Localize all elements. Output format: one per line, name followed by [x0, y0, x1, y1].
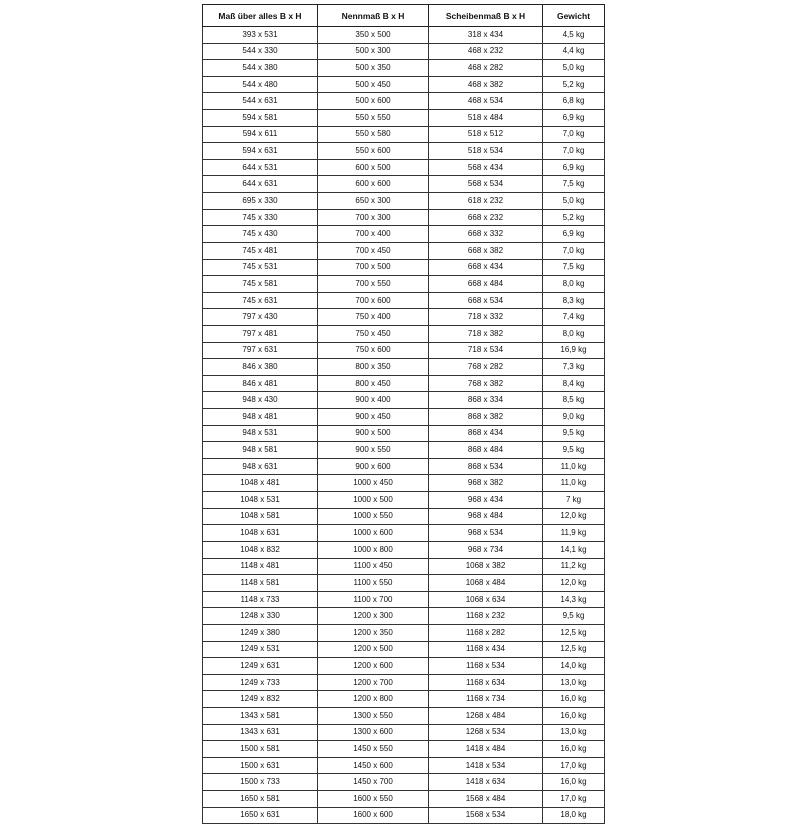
table-row — [203, 658, 605, 675]
table-row — [203, 425, 605, 442]
cell-overall-size: 644 x 531 — [203, 159, 318, 176]
cell-nominal-size: 700 x 450 — [318, 242, 429, 259]
cell-overall-size: 1343 x 581 — [203, 707, 318, 724]
cell-weight: 16,9 kg — [543, 342, 605, 359]
cell-weight: 11,2 kg — [543, 558, 605, 575]
cell-nominal-size: 800 x 450 — [318, 375, 429, 392]
table-row — [203, 27, 605, 44]
cell-glass-size: 868 x 534 — [429, 458, 543, 475]
table-row — [203, 807, 605, 824]
cell-overall-size: 1249 x 631 — [203, 658, 318, 675]
cell-nominal-size: 700 x 550 — [318, 276, 429, 293]
table-row — [203, 757, 605, 774]
cell-weight: 6,8 kg — [543, 93, 605, 110]
table-row — [203, 741, 605, 758]
cell-weight: 9,0 kg — [543, 409, 605, 426]
cell-overall-size: 948 x 430 — [203, 392, 318, 409]
cell-nominal-size: 500 x 600 — [318, 93, 429, 110]
cell-nominal-size: 700 x 300 — [318, 209, 429, 226]
dimensions-table — [202, 4, 605, 824]
table-row — [203, 575, 605, 592]
cell-overall-size: 1048 x 531 — [203, 492, 318, 509]
cell-glass-size: 718 x 332 — [429, 309, 543, 326]
cell-glass-size: 1418 x 484 — [429, 741, 543, 758]
cell-nominal-size: 700 x 400 — [318, 226, 429, 243]
cell-nominal-size: 750 x 600 — [318, 342, 429, 359]
cell-overall-size: 544 x 631 — [203, 93, 318, 110]
cell-overall-size: 1148 x 581 — [203, 575, 318, 592]
cell-glass-size: 1168 x 282 — [429, 624, 543, 641]
cell-glass-size: 968 x 534 — [429, 525, 543, 542]
cell-weight: 5,0 kg — [543, 193, 605, 210]
table-row — [203, 193, 605, 210]
cell-glass-size: 1268 x 534 — [429, 724, 543, 741]
cell-weight: 16,0 kg — [543, 707, 605, 724]
cell-glass-size: 668 x 534 — [429, 292, 543, 309]
cell-nominal-size: 1100 x 450 — [318, 558, 429, 575]
cell-nominal-size: 500 x 450 — [318, 76, 429, 93]
cell-glass-size: 1168 x 634 — [429, 674, 543, 691]
table-row — [203, 226, 605, 243]
cell-glass-size: 1068 x 634 — [429, 591, 543, 608]
cell-weight: 12,5 kg — [543, 641, 605, 658]
table-row — [203, 724, 605, 741]
cell-overall-size: 594 x 611 — [203, 126, 318, 143]
cell-overall-size: 544 x 480 — [203, 76, 318, 93]
table-row — [203, 674, 605, 691]
cell-glass-size: 468 x 282 — [429, 60, 543, 77]
cell-overall-size: 745 x 631 — [203, 292, 318, 309]
cell-glass-size: 668 x 232 — [429, 209, 543, 226]
table-row — [203, 624, 605, 641]
cell-weight: 16,0 kg — [543, 774, 605, 791]
table-row — [203, 60, 605, 77]
table-header — [203, 5, 605, 27]
cell-glass-size: 768 x 282 — [429, 359, 543, 376]
table-row — [203, 525, 605, 542]
table-row — [203, 76, 605, 93]
cell-weight: 11,0 kg — [543, 475, 605, 492]
cell-nominal-size: 900 x 600 — [318, 458, 429, 475]
table-row — [203, 242, 605, 259]
table-row — [203, 176, 605, 193]
cell-glass-size: 968 x 484 — [429, 508, 543, 525]
cell-weight: 8,0 kg — [543, 276, 605, 293]
table-row — [203, 774, 605, 791]
cell-weight: 4,5 kg — [543, 27, 605, 44]
cell-weight: 14,0 kg — [543, 658, 605, 675]
table-row — [203, 541, 605, 558]
cell-weight: 13,0 kg — [543, 724, 605, 741]
cell-overall-size: 544 x 330 — [203, 43, 318, 60]
cell-overall-size: 1148 x 481 — [203, 558, 318, 575]
cell-overall-size: 1500 x 733 — [203, 774, 318, 791]
table-row — [203, 392, 605, 409]
cell-weight: 6,9 kg — [543, 159, 605, 176]
cell-overall-size: 1048 x 631 — [203, 525, 318, 542]
cell-weight: 5,2 kg — [543, 76, 605, 93]
cell-nominal-size: 1200 x 800 — [318, 691, 429, 708]
cell-weight: 16,0 kg — [543, 691, 605, 708]
cell-nominal-size: 550 x 580 — [318, 126, 429, 143]
cell-overall-size: 393 x 531 — [203, 27, 318, 44]
cell-overall-size: 797 x 430 — [203, 309, 318, 326]
cell-weight: 7,3 kg — [543, 359, 605, 376]
cell-glass-size: 518 x 484 — [429, 110, 543, 127]
cell-weight: 17,0 kg — [543, 757, 605, 774]
cell-overall-size: 544 x 380 — [203, 60, 318, 77]
cell-glass-size: 1068 x 484 — [429, 575, 543, 592]
cell-glass-size: 1418 x 534 — [429, 757, 543, 774]
cell-overall-size: 1500 x 631 — [203, 757, 318, 774]
cell-overall-size: 1048 x 581 — [203, 508, 318, 525]
table-row — [203, 558, 605, 575]
cell-overall-size: 948 x 531 — [203, 425, 318, 442]
cell-nominal-size: 1450 x 600 — [318, 757, 429, 774]
cell-overall-size: 948 x 631 — [203, 458, 318, 475]
cell-weight: 12,0 kg — [543, 575, 605, 592]
table-row — [203, 691, 605, 708]
cell-nominal-size: 800 x 350 — [318, 359, 429, 376]
cell-overall-size: 948 x 581 — [203, 442, 318, 459]
table-row — [203, 276, 605, 293]
cell-weight: 5,0 kg — [543, 60, 605, 77]
cell-nominal-size: 900 x 550 — [318, 442, 429, 459]
cell-overall-size: 1343 x 631 — [203, 724, 318, 741]
table-row — [203, 591, 605, 608]
cell-weight: 8,5 kg — [543, 392, 605, 409]
cell-weight: 12,5 kg — [543, 624, 605, 641]
table-body — [203, 27, 605, 824]
cell-weight: 7 kg — [543, 492, 605, 509]
header-nominal-size: Nennmaß B x H — [318, 5, 429, 27]
table-row — [203, 608, 605, 625]
cell-overall-size: 1249 x 733 — [203, 674, 318, 691]
cell-weight: 11,0 kg — [543, 458, 605, 475]
cell-nominal-size: 1450 x 550 — [318, 741, 429, 758]
cell-glass-size: 668 x 434 — [429, 259, 543, 276]
cell-glass-size: 518 x 512 — [429, 126, 543, 143]
table-row — [203, 791, 605, 808]
cell-weight: 9,5 kg — [543, 442, 605, 459]
cell-glass-size: 468 x 232 — [429, 43, 543, 60]
table-row — [203, 492, 605, 509]
table-row — [203, 375, 605, 392]
table-row — [203, 259, 605, 276]
cell-weight: 13,0 kg — [543, 674, 605, 691]
cell-weight: 7,0 kg — [543, 242, 605, 259]
cell-overall-size: 1048 x 481 — [203, 475, 318, 492]
table-row — [203, 126, 605, 143]
header-weight: Gewicht — [543, 5, 605, 27]
cell-weight: 4,4 kg — [543, 43, 605, 60]
cell-weight: 8,4 kg — [543, 375, 605, 392]
table-row — [203, 359, 605, 376]
table-row — [203, 475, 605, 492]
cell-glass-size: 768 x 382 — [429, 375, 543, 392]
cell-weight: 8,0 kg — [543, 325, 605, 342]
table-row — [203, 409, 605, 426]
cell-overall-size: 1148 x 733 — [203, 591, 318, 608]
cell-glass-size: 868 x 484 — [429, 442, 543, 459]
cell-nominal-size: 1200 x 600 — [318, 658, 429, 675]
cell-nominal-size: 1200 x 500 — [318, 641, 429, 658]
table-row — [203, 309, 605, 326]
cell-glass-size: 668 x 484 — [429, 276, 543, 293]
cell-nominal-size: 600 x 500 — [318, 159, 429, 176]
cell-glass-size: 1168 x 434 — [429, 641, 543, 658]
cell-nominal-size: 750 x 450 — [318, 325, 429, 342]
cell-overall-size: 594 x 631 — [203, 143, 318, 160]
cell-overall-size: 1500 x 581 — [203, 741, 318, 758]
cell-weight: 5,2 kg — [543, 209, 605, 226]
cell-glass-size: 1068 x 382 — [429, 558, 543, 575]
cell-nominal-size: 550 x 550 — [318, 110, 429, 127]
cell-overall-size: 797 x 631 — [203, 342, 318, 359]
cell-weight: 11,9 kg — [543, 525, 605, 542]
cell-overall-size: 695 x 330 — [203, 193, 318, 210]
header-glass-size: Scheibenmaß B x H — [429, 5, 543, 27]
cell-nominal-size: 1000 x 600 — [318, 525, 429, 542]
cell-weight: 9,5 kg — [543, 425, 605, 442]
header-overall-size: Maß über alles B x H — [203, 5, 318, 27]
cell-weight: 18,0 kg — [543, 807, 605, 824]
cell-nominal-size: 1100 x 550 — [318, 575, 429, 592]
cell-glass-size: 868 x 434 — [429, 425, 543, 442]
cell-glass-size: 1568 x 534 — [429, 807, 543, 824]
cell-weight: 9,5 kg — [543, 608, 605, 625]
cell-glass-size: 468 x 382 — [429, 76, 543, 93]
table-row — [203, 342, 605, 359]
cell-glass-size: 318 x 434 — [429, 27, 543, 44]
cell-overall-size: 745 x 481 — [203, 242, 318, 259]
cell-glass-size: 968 x 734 — [429, 541, 543, 558]
cell-nominal-size: 1000 x 500 — [318, 492, 429, 509]
cell-glass-size: 718 x 534 — [429, 342, 543, 359]
cell-weight: 7,5 kg — [543, 259, 605, 276]
cell-weight: 7,0 kg — [543, 126, 605, 143]
cell-nominal-size: 550 x 600 — [318, 143, 429, 160]
cell-glass-size: 1418 x 634 — [429, 774, 543, 791]
header-row — [203, 5, 605, 27]
cell-weight: 12,0 kg — [543, 508, 605, 525]
cell-overall-size: 594 x 581 — [203, 110, 318, 127]
cell-overall-size: 745 x 430 — [203, 226, 318, 243]
cell-nominal-size: 700 x 600 — [318, 292, 429, 309]
cell-glass-size: 468 x 534 — [429, 93, 543, 110]
cell-glass-size: 868 x 382 — [429, 409, 543, 426]
cell-overall-size: 797 x 481 — [203, 325, 318, 342]
cell-overall-size: 1650 x 581 — [203, 791, 318, 808]
cell-overall-size: 745 x 581 — [203, 276, 318, 293]
cell-overall-size: 1249 x 832 — [203, 691, 318, 708]
cell-weight: 7,4 kg — [543, 309, 605, 326]
cell-nominal-size: 1200 x 350 — [318, 624, 429, 641]
cell-weight: 14,3 kg — [543, 591, 605, 608]
cell-glass-size: 1168 x 734 — [429, 691, 543, 708]
table-row — [203, 93, 605, 110]
table-row — [203, 641, 605, 658]
cell-nominal-size: 1300 x 600 — [318, 724, 429, 741]
cell-nominal-size: 1100 x 700 — [318, 591, 429, 608]
cell-nominal-size: 350 x 500 — [318, 27, 429, 44]
cell-weight: 6,9 kg — [543, 110, 605, 127]
cell-nominal-size: 650 x 300 — [318, 193, 429, 210]
cell-overall-size: 745 x 531 — [203, 259, 318, 276]
cell-glass-size: 968 x 434 — [429, 492, 543, 509]
table-row — [203, 325, 605, 342]
cell-nominal-size: 1200 x 700 — [318, 674, 429, 691]
cell-nominal-size: 600 x 600 — [318, 176, 429, 193]
cell-overall-size: 1248 x 330 — [203, 608, 318, 625]
cell-overall-size: 1249 x 531 — [203, 641, 318, 658]
cell-nominal-size: 1000 x 800 — [318, 541, 429, 558]
cell-nominal-size: 1000 x 550 — [318, 508, 429, 525]
cell-nominal-size: 1200 x 300 — [318, 608, 429, 625]
cell-nominal-size: 1450 x 700 — [318, 774, 429, 791]
cell-nominal-size: 500 x 350 — [318, 60, 429, 77]
cell-overall-size: 948 x 481 — [203, 409, 318, 426]
cell-glass-size: 1168 x 534 — [429, 658, 543, 675]
cell-nominal-size: 1600 x 600 — [318, 807, 429, 824]
cell-overall-size: 745 x 330 — [203, 209, 318, 226]
cell-weight: 14,1 kg — [543, 541, 605, 558]
cell-overall-size: 644 x 631 — [203, 176, 318, 193]
cell-glass-size: 968 x 382 — [429, 475, 543, 492]
cell-overall-size: 1048 x 832 — [203, 541, 318, 558]
cell-glass-size: 868 x 334 — [429, 392, 543, 409]
cell-weight: 7,5 kg — [543, 176, 605, 193]
cell-glass-size: 668 x 382 — [429, 242, 543, 259]
cell-overall-size: 846 x 481 — [203, 375, 318, 392]
cell-nominal-size: 1000 x 450 — [318, 475, 429, 492]
table-row — [203, 110, 605, 127]
cell-glass-size: 568 x 434 — [429, 159, 543, 176]
table-row — [203, 707, 605, 724]
cell-nominal-size: 500 x 300 — [318, 43, 429, 60]
table-row — [203, 458, 605, 475]
cell-nominal-size: 1600 x 550 — [318, 791, 429, 808]
cell-nominal-size: 750 x 400 — [318, 309, 429, 326]
cell-nominal-size: 1300 x 550 — [318, 707, 429, 724]
table-row — [203, 159, 605, 176]
table-row — [203, 43, 605, 60]
cell-weight: 16,0 kg — [543, 741, 605, 758]
cell-overall-size: 1249 x 380 — [203, 624, 318, 641]
cell-nominal-size: 900 x 400 — [318, 392, 429, 409]
table-row — [203, 292, 605, 309]
table-row — [203, 143, 605, 160]
cell-glass-size: 668 x 332 — [429, 226, 543, 243]
table-row — [203, 442, 605, 459]
cell-glass-size: 1268 x 484 — [429, 707, 543, 724]
cell-nominal-size: 900 x 450 — [318, 409, 429, 426]
cell-nominal-size: 900 x 500 — [318, 425, 429, 442]
table-row — [203, 209, 605, 226]
table-row — [203, 508, 605, 525]
cell-glass-size: 718 x 382 — [429, 325, 543, 342]
cell-weight: 7,0 kg — [543, 143, 605, 160]
cell-glass-size: 568 x 534 — [429, 176, 543, 193]
cell-weight: 8,3 kg — [543, 292, 605, 309]
cell-weight: 6,9 kg — [543, 226, 605, 243]
cell-glass-size: 1568 x 484 — [429, 791, 543, 808]
cell-glass-size: 1168 x 232 — [429, 608, 543, 625]
cell-overall-size: 1650 x 631 — [203, 807, 318, 824]
cell-weight: 17,0 kg — [543, 791, 605, 808]
cell-overall-size: 846 x 380 — [203, 359, 318, 376]
cell-glass-size: 518 x 534 — [429, 143, 543, 160]
cell-nominal-size: 700 x 500 — [318, 259, 429, 276]
cell-glass-size: 618 x 232 — [429, 193, 543, 210]
